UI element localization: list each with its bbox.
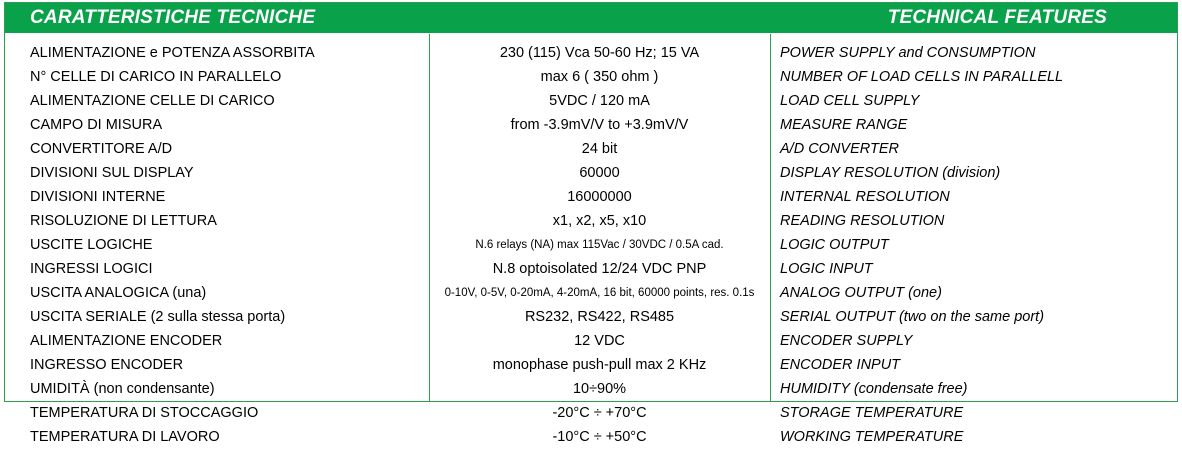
spec-label-italian: DIVISIONI INTERNE — [30, 189, 166, 205]
spec-label-italian: RISOLUZIONE DI LETTURA — [30, 213, 217, 229]
spec-value: 5VDC / 120 mA — [549, 93, 650, 109]
spec-value: 10÷90% — [572, 381, 627, 397]
table-row — [5, 41, 1177, 65]
spec-label-english: HUMIDITY (condensate free) — [780, 381, 968, 397]
table-row — [5, 137, 1177, 161]
specification-table — [4, 2, 1178, 445]
spec-label-italian: DIVISIONI SUL DISPLAY — [30, 165, 194, 181]
spec-label-italian: USCITA SERIALE (2 sulla stessa porta) — [30, 309, 286, 325]
table-row — [5, 305, 1177, 329]
spec-value: 230 (115) Vca 50-60 Hz; 15 VA — [499, 45, 700, 61]
spec-value: -20°C ÷ +70°C — [552, 405, 647, 421]
spec-label-italian: INGRESSO ENCODER — [30, 357, 184, 373]
spec-label-english: ANALOG OUTPUT (one) — [780, 285, 942, 301]
table-header-band — [5, 3, 1177, 34]
spec-label-english: A/D CONVERTER — [780, 141, 899, 157]
table-row — [5, 185, 1177, 209]
spec-label-italian: ALIMENTAZIONE e POTENZA ASSORBITA — [30, 45, 315, 61]
spec-value: 24 bit — [581, 141, 618, 157]
table-row — [5, 257, 1177, 281]
spec-value: 60000 — [579, 165, 620, 181]
spec-label-english: LOAD CELL SUPPLY — [780, 93, 920, 109]
spec-label-english: STORAGE TEMPERATURE — [780, 405, 964, 421]
table-row — [5, 65, 1177, 89]
spec-value: max 6 ( 350 ohm ) — [540, 69, 659, 85]
spec-label-english: LOGIC OUTPUT — [780, 237, 889, 253]
spec-label-english: MEASURE RANGE — [780, 117, 908, 133]
spec-label-english: ENCODER INPUT — [780, 357, 901, 373]
spec-label-english: WORKING TEMPERATURE — [780, 429, 964, 445]
spec-value: 16000000 — [567, 189, 632, 205]
spec-label-italian: CAMPO DI MISURA — [30, 117, 163, 133]
spec-label-english: INTERNAL RESOLUTION — [780, 189, 950, 205]
spec-label-italian: CONVERTITORE A/D — [30, 141, 173, 157]
table-row — [5, 425, 1177, 449]
spec-label-english: POWER SUPPLY and CONSUMPTION — [780, 45, 1036, 61]
column-divider-left — [429, 34, 430, 402]
spec-label-italian: ALIMENTAZIONE ENCODER — [30, 333, 223, 349]
spec-value: 0-10V, 0-5V, 0-20mA, 4-20mA, 16 bit, 60000 points, res. 0.1s — [444, 287, 755, 299]
table-body — [5, 34, 1177, 445]
header-title-middle — [455, 3, 795, 33]
table-row — [5, 209, 1177, 233]
header-title-english: TECHNICAL FEATURES — [887, 7, 1107, 28]
spec-label-english: ENCODER SUPPLY — [780, 333, 913, 349]
spec-label-italian: UMIDITÀ (non condensante) — [30, 381, 215, 397]
spec-label-italian: INGRESSI LOGICI — [30, 261, 153, 277]
spec-label-english: NUMBER OF LOAD CELLS IN PARALLELL — [780, 69, 1064, 85]
spec-value: -10°C ÷ +50°C — [552, 429, 647, 445]
table-row — [5, 329, 1177, 353]
spec-value: RS232, RS422, RS485 — [524, 309, 675, 325]
spec-label-italian: N° CELLE DI CARICO IN PARALLELO — [30, 69, 282, 85]
table-row — [5, 377, 1177, 401]
spec-label-english: LOGIC INPUT — [780, 261, 873, 277]
table-rows — [5, 41, 1177, 449]
spec-label-english: DISPLAY RESOLUTION (division) — [780, 165, 1001, 181]
spec-label-italian: TEMPERATURA DI LAVORO — [30, 429, 220, 445]
table-row — [5, 233, 1177, 257]
header-title-italian: CARATTERISTICHE TECNICHE — [30, 7, 316, 28]
table-row — [5, 281, 1177, 305]
spec-label-italian: USCITE LOGICHE — [30, 237, 153, 253]
spec-value: N.8 optoisolated 12/24 VDC PNP — [492, 261, 707, 277]
spec-value: monophase push-pull max 2 KHz — [492, 357, 707, 373]
spec-label-italian: TEMPERATURA DI STOCCAGGIO — [30, 405, 259, 421]
spec-value: from -3.9mV/V to +3.9mV/V — [510, 117, 689, 133]
spec-value: 12 VDC — [574, 333, 625, 349]
spec-label-italian: ALIMENTAZIONE CELLE DI CARICO — [30, 93, 275, 109]
spec-value: N.6 relays (NA) max 115Vac / 30VDC / 0.5A cad. — [475, 239, 724, 251]
spec-value: x1, x2, x5, x10 — [552, 213, 647, 229]
table-row — [5, 113, 1177, 137]
table-row — [5, 89, 1177, 113]
column-divider-right — [770, 34, 771, 402]
table-row — [5, 353, 1177, 377]
table-row — [5, 401, 1177, 425]
table-row — [5, 161, 1177, 185]
spec-label-english: READING RESOLUTION — [780, 213, 945, 229]
spec-label-english: SERIAL OUTPUT (two on the same port) — [780, 309, 1045, 325]
spec-label-italian: USCITA ANALOGICA (una) — [30, 285, 207, 301]
